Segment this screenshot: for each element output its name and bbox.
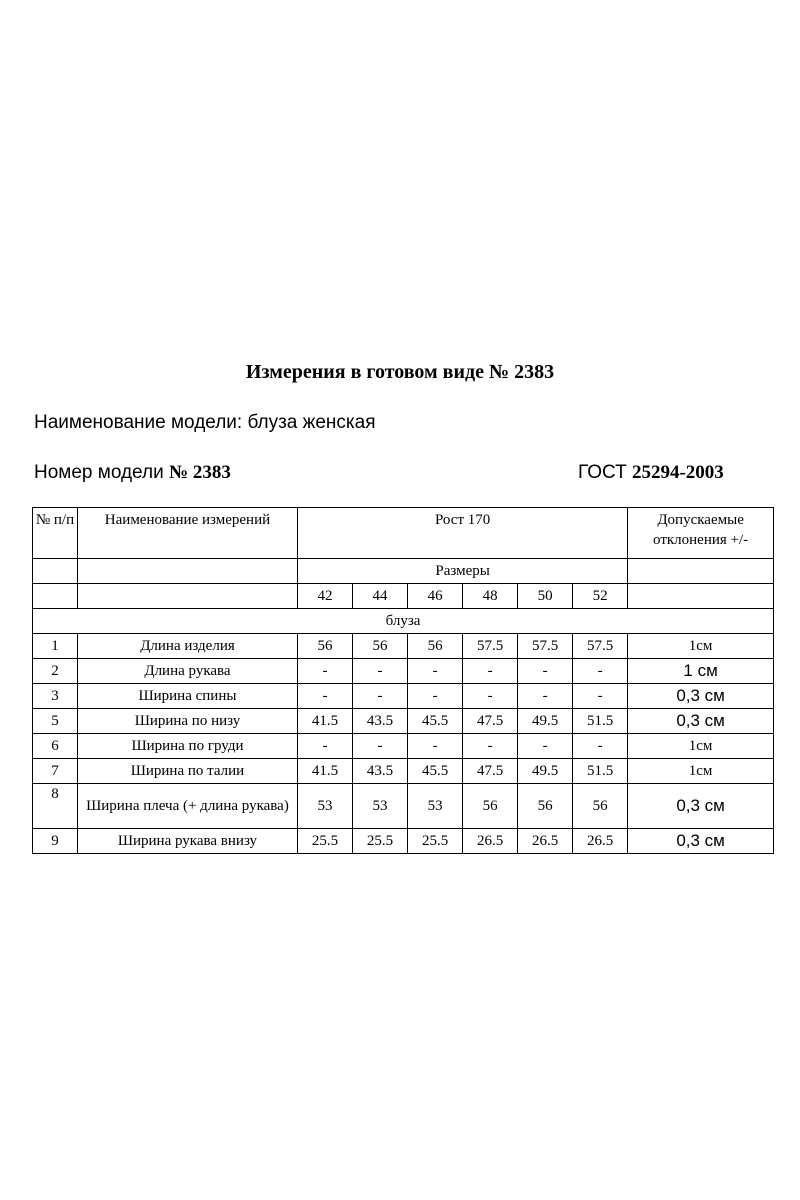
page-title: Измерения в готовом виде № 2383 (245, 361, 555, 383)
row-value: - (298, 684, 353, 709)
row-value: 45.5 (408, 709, 463, 734)
row-value: 53 (408, 784, 463, 829)
row-num: 7 (33, 759, 78, 784)
row-value: - (408, 684, 463, 709)
row-value: 56 (463, 784, 518, 829)
row-value: 56 (408, 634, 463, 659)
row-value: - (463, 734, 518, 759)
gost-label: ГОСТ (578, 462, 627, 483)
header-blank (628, 559, 774, 584)
size-cell: 50 (518, 584, 573, 609)
header-height: Рост 170 (298, 508, 628, 559)
row-value: - (463, 684, 518, 709)
row-name: Ширина плеча (+ длина рукава) (77, 784, 297, 829)
gost-value: 25294-2003 (631, 462, 724, 483)
header-blank (77, 584, 297, 609)
row-value: 56 (573, 784, 628, 829)
table-row (33, 759, 774, 784)
row-value: - (573, 659, 628, 684)
row-value: - (353, 684, 408, 709)
row-tolerance: 0,3 см (628, 829, 774, 854)
row-num: 2 (33, 659, 78, 684)
row-value: 25.5 (408, 829, 463, 854)
model-number (34, 462, 231, 484)
row-value: 49.5 (518, 709, 573, 734)
table-row (33, 734, 774, 759)
row-value: 56 (298, 634, 353, 659)
row-value: 26.5 (518, 829, 573, 854)
row-tolerance: 0,3 см (628, 709, 774, 734)
row-value: - (573, 684, 628, 709)
row-value: 49.5 (518, 759, 573, 784)
row-value: 47.5 (463, 759, 518, 784)
row-value: 26.5 (573, 829, 628, 854)
model-number-label: Номер модели (34, 462, 164, 483)
row-value: - (518, 659, 573, 684)
row-value: 51.5 (573, 709, 628, 734)
size-cell: 44 (353, 584, 408, 609)
header-blank (33, 584, 78, 609)
row-value: 43.5 (353, 709, 408, 734)
row-value: 43.5 (353, 759, 408, 784)
table-row (33, 684, 774, 709)
measurements-table (32, 507, 774, 854)
row-num: 6 (33, 734, 78, 759)
row-num: 8 (33, 784, 78, 829)
table-row (33, 634, 774, 659)
row-value: 57.5 (463, 634, 518, 659)
gost (578, 462, 724, 484)
row-value: 41.5 (298, 709, 353, 734)
row-value: - (408, 734, 463, 759)
size-cell: 46 (408, 584, 463, 609)
row-value: 53 (353, 784, 408, 829)
row-tolerance: 1 см (628, 659, 774, 684)
header-blank (77, 559, 297, 584)
row-name: Длина рукава (77, 659, 297, 684)
row-name: Ширина по груди (77, 734, 297, 759)
size-cell: 52 (573, 584, 628, 609)
size-cell: 48 (463, 584, 518, 609)
row-value: - (298, 659, 353, 684)
row-value: 57.5 (518, 634, 573, 659)
row-value: - (518, 684, 573, 709)
row-num: 5 (33, 709, 78, 734)
table-row (33, 709, 774, 734)
table-row (33, 659, 774, 684)
header-sizes-label: Размеры (298, 559, 628, 584)
row-value: 26.5 (463, 829, 518, 854)
row-name: Ширина рукава внизу (77, 829, 297, 854)
model-number-value: № 2383 (168, 462, 231, 483)
row-value: 41.5 (298, 759, 353, 784)
table-row (33, 829, 774, 854)
row-value: - (573, 734, 628, 759)
header-blank (628, 584, 774, 609)
row-tolerance: 1см (628, 759, 774, 784)
header-blank (33, 559, 78, 584)
row-tolerance: 0,3 см (628, 784, 774, 829)
header-num: № п/п (33, 508, 78, 559)
size-cell: 42 (298, 584, 353, 609)
row-value: 25.5 (298, 829, 353, 854)
section-label: блуза (33, 609, 774, 634)
row-value: 51.5 (573, 759, 628, 784)
row-name: Ширина спины (77, 684, 297, 709)
table-row (33, 784, 774, 829)
row-value: 47.5 (463, 709, 518, 734)
row-value: 56 (518, 784, 573, 829)
row-value: 45.5 (408, 759, 463, 784)
row-value: - (408, 659, 463, 684)
row-name: Ширина по талии (77, 759, 297, 784)
row-value: - (518, 734, 573, 759)
row-value: 56 (353, 634, 408, 659)
header-tolerance: Допускаемые отклонения +/- (628, 508, 774, 559)
row-num: 1 (33, 634, 78, 659)
row-value: 53 (298, 784, 353, 829)
row-value: - (463, 659, 518, 684)
row-name: Ширина по низу (77, 709, 297, 734)
row-value: - (353, 734, 408, 759)
row-num: 9 (33, 829, 78, 854)
row-tolerance: 0,3 см (628, 684, 774, 709)
row-num: 3 (33, 684, 78, 709)
header-name: Наименование измерений (77, 508, 297, 559)
model-name-line: Наименование модели: блуза женская (34, 412, 376, 433)
row-value: - (353, 659, 408, 684)
row-value: 57.5 (573, 634, 628, 659)
row-value: 25.5 (353, 829, 408, 854)
row-tolerance: 1см (628, 634, 774, 659)
row-tolerance: 1см (628, 734, 774, 759)
row-name: Длина изделия (77, 634, 297, 659)
row-value: - (298, 734, 353, 759)
